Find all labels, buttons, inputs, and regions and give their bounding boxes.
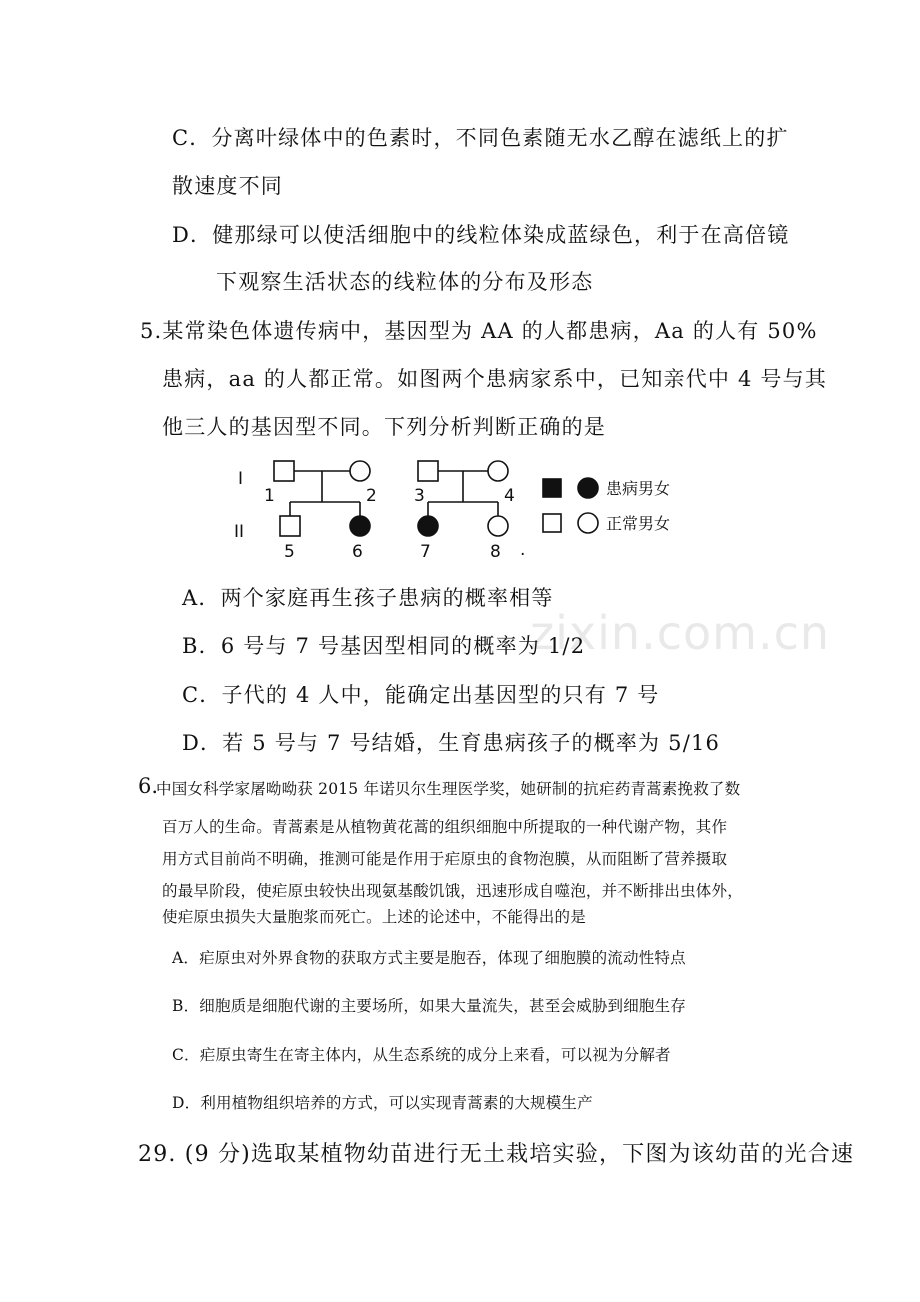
legend-normal-female-symbol <box>578 513 598 533</box>
label-1: 1 <box>264 486 275 506</box>
individual-8-normal-female <box>488 516 508 536</box>
q5-option-b: B．6 号与 7 号基因型相同的概率为 1/2 <box>182 634 586 658</box>
q4-option-c-line1: C．分离叶绿体中的色素时，不同色素随无水乙醇在滤纸上的扩 <box>172 126 789 150</box>
q5-option-a: A．两个家庭再生孩子患病的概率相等 <box>182 586 554 610</box>
q6-stem-line2: 百万人的生命。青蒿素是从植物黄花蒿的组织细胞中所提取的一种代谢产物，其作 <box>162 818 728 836</box>
label-7: 7 <box>420 542 431 562</box>
q5-stem-line2: 患病，aa 的人都正常。如图两个患病家系中，已知亲代中 4 号与其 <box>162 367 828 391</box>
q4-option-c-line2: 散速度不同 <box>172 174 283 198</box>
q4-option-d-line1: D．健那绿可以使活细胞中的线粒体染成蓝绿色，利于在高倍镜 <box>172 223 790 247</box>
q29-stem: 29. (9 分)选取某植物幼苗进行无土栽培实验，下图为该幼苗的光合速 <box>138 1142 855 1167</box>
q6-stem-line5: 使疟原虫损失大量胞浆而死亡。上述的论述中，不能得出的是 <box>162 908 586 926</box>
individual-6-affected-female <box>350 516 370 536</box>
watermark: zixin.com.cn <box>530 606 831 660</box>
q6-stem-line1: 中国女科学家屠呦呦获 2015 年诺贝尔生理医学奖，她研制的抗疟药青蒿素挽救了数 <box>156 780 741 798</box>
q5-stem-line1: 5.某常染色体遗传病中，基因型为 AA 的人都患病，Aa 的人有 50% <box>140 319 818 343</box>
q6-stem-line3: 用方式目前尚不明确，推测可能是作用于疟原虫的食物泡膜，从而阻断了营养摄取 <box>162 850 728 868</box>
individual-4-normal-female <box>488 461 508 481</box>
pedigree-diagram <box>226 452 696 564</box>
q6-option-b: B．细胞质是细胞代谢的主要场所，如果大量流失，甚至会威胁到细胞生存 <box>172 997 686 1015</box>
individual-1-normal-male <box>274 461 294 481</box>
label-2: 2 <box>366 486 377 506</box>
label-8: 8 <box>490 542 501 562</box>
label-6: 6 <box>352 542 363 562</box>
q6-option-a: A．疟原虫对外界食物的获取方式主要是胞吞，体现了细胞膜的流动性特点 <box>172 949 686 967</box>
generation-label-1: I <box>238 469 244 489</box>
individual-5-normal-male <box>280 516 300 536</box>
legend-affected-male-symbol <box>543 479 561 497</box>
q6-option-d: D．利用植物组织培养的方式，可以实现青蒿素的大规模生产 <box>172 1094 593 1112</box>
q5-option-d: D．若 5 号与 7 号结婚，生育患病孩子的概率为 5/16 <box>182 731 721 755</box>
label-4: 4 <box>504 486 515 506</box>
individual-7-affected-female <box>418 516 438 536</box>
q6-option-c: C．疟原虫寄生在寄主体内，从生态系统的成分上来看，可以视为分解者 <box>172 1046 671 1064</box>
q4-option-d-line2: 下观察生活状态的线粒体的分布及形态 <box>216 270 594 294</box>
legend-normal-label: 正常男女 <box>606 514 671 533</box>
legend-affected-female-symbol <box>578 478 598 498</box>
label-dot: . <box>520 540 526 560</box>
q5-option-c: C．子代的 4 人中，能确定出基因型的只有 7 号 <box>182 683 660 707</box>
label-5: 5 <box>284 542 295 562</box>
q5-stem-line3: 他三人的基因型不同。下列分析判断正确的是 <box>162 415 606 439</box>
legend-affected-label: 患病男女 <box>606 479 671 498</box>
legend-normal-male-symbol <box>543 514 561 532</box>
individual-3-normal-male <box>418 461 438 481</box>
generation-label-2: II <box>234 522 245 542</box>
q6-number: 6. <box>138 774 159 798</box>
individual-2-normal-female <box>350 461 370 481</box>
label-3: 3 <box>414 486 425 506</box>
q6-stem-line4: 的最早阶段，使疟原虫较快出现氨基酸饥饿，迅速形成自噬泡，并不断排出虫体外， <box>162 882 743 900</box>
